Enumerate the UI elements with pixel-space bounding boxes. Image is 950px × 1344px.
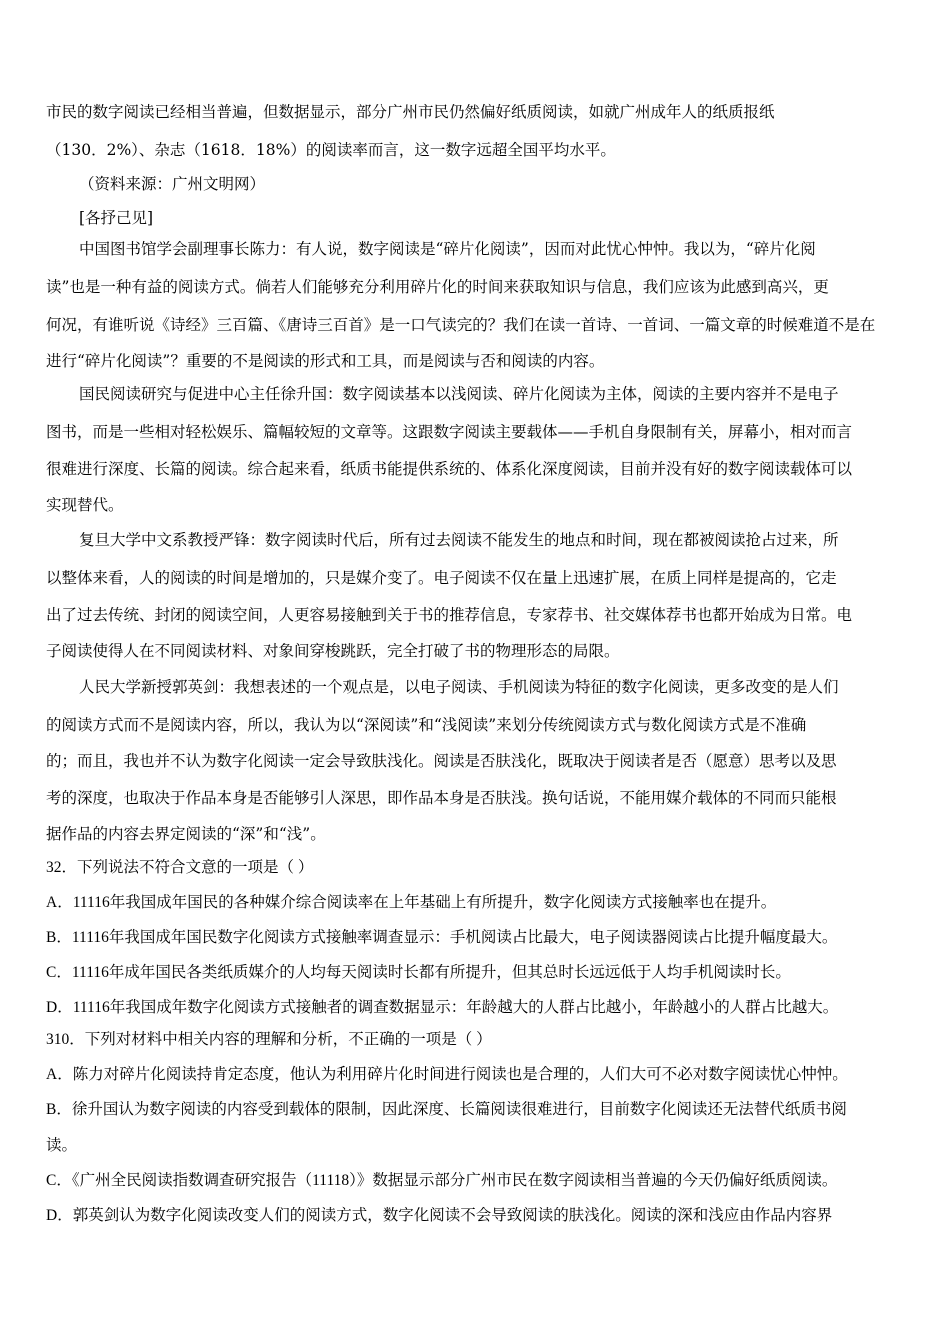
paragraph-line: 人民大学新授郭英剑：我想表述的一个观点是，以电子阅读、手机阅读为特征的数字化阅读，更多改变的是人们 (79, 678, 839, 696)
text-line: （130．2%）、杂志（1618．18%）的阅读率而言，这一数字远超全国平均水平。 (46, 141, 616, 159)
option-d: D．11116年我国成年数字化阅读方式接触者的调查数据显示：年龄越大的人群占比越小，年龄越小的人群占比越大。 (46, 999, 839, 1016)
paragraph-line: 读”也是一种有益的阅读方式。倘若人们能够充分利用碎片化的时间来获取知识与信息，我们应该为此感到高兴，更 (46, 278, 829, 296)
paragraph-line: 出了过去传统、封闭的阅读空间，人更容易接触到关于书的推荐信息，专家荐书、社交媒体荐书也都开始成为日常。电 (46, 606, 853, 624)
paragraph-line: 进行“碎片化阅读”？重要的不是阅读的形式和工具，而是阅读与否和阅读的内容。 (46, 352, 605, 370)
paragraph-line: 据作品的内容去界定阅读的“深”和“浅”。 (46, 825, 326, 843)
paragraph-line: 国民阅读研究与促进中心主任徐升国：数字阅读基本以浅阅读、碎片化阅读为主体，阅读的主要内容并不是电子 (79, 385, 839, 403)
source-note: （资料来源：广州文明网） (79, 175, 266, 193)
option-a: A．11116年我国成年国民的各种媒介综合阅读率在上年基础上有所提升，数字化阅读方式接触率也在提升。 (46, 894, 777, 911)
option-c: C．《广州全民阅读指数调查研究报告（11118）》数据显示部分广州市民在数字阅读相当普遍的今天仍偏好纸质阅读。 (46, 1172, 838, 1189)
paragraph-line: 的阅读方式而不是阅读内容，所以，我认为以“深阅读”和“浅阅读”来划分传统阅读方式与数化阅读方式是不准确 (46, 716, 807, 734)
option-b: B．11116年我国成年国民数字化阅读方式接触率调查显示：手机阅读占比最大，电子阅读器阅读占比提升幅度最大。 (46, 929, 838, 946)
option-b: B．徐升国认为数字阅读的内容受到载体的限制，因此深度、长篇阅读很难进行，目前数字化阅读还无法替代纸质书阅 (46, 1101, 847, 1118)
paragraph-line: 以整体来看，人的阅读的时间是增加的，只是媒介变了。电子阅读不仅在量上迅速扩展，在质上同样是提高的，它走 (46, 569, 837, 587)
text-line: 市民的数字阅读已经相当普遍，但数据显示，部分广州市民仍然偏好纸质阅读，如就广州成年人的纸质报纸 (46, 103, 775, 121)
paragraph-line: 很难进行深度、长篇的阅读。综合起来看，纸质书能提供系统的、体系化深度阅读，目前并没有好的数字阅读载体可以 (46, 460, 853, 478)
paragraph-line: 复旦大学中文系教授严锋：数字阅读时代后，所有过去阅读不能发生的地点和时间，现在都被阅读抢占过来，所 (79, 531, 839, 549)
question-310: 310．下列对材料中相关内容的理解和分析，不正确的一项是（ ） (46, 1031, 492, 1048)
paragraph-line: 考的深度，也取决于作品本身是否能够引人深思，即作品本身是否肤浅。换句话说，不能用媒介载体的不同而只能根 (46, 789, 837, 807)
option-c: C．11116年成年国民各类纸质媒介的人均每天阅读时长都有所提升，但其总时长远远低于人均手机阅读时长。 (46, 964, 791, 981)
question-32: 32．下列说法不符合文意的一项是（ ） (46, 859, 314, 876)
option-a: A．陈力对碎片化阅读持肯定态度，他认为利用碎片化时间进行阅读也是合理的，人们大可不必对数字阅读忧心忡忡。 (46, 1066, 848, 1083)
paragraph-line: 实现替代。 (46, 496, 124, 514)
paragraph-line: 何况，有谁听说《诗经》三百篇、《唐诗三百首》是一口气读完的？我们在读一首诗、一首词、一篇文章的时候难道不是在 (46, 316, 876, 334)
paragraph-line: 子阅读使得人在不同阅读材料、对象间穿梭跳跃，完全打破了书的物理形态的局限。 (46, 642, 620, 660)
paragraph-line: 中国图书馆学会副理事长陈力：有人说，数字阅读是“碎片化阅读”，因而对此忧心忡忡。我以为，“碎片化阅 (79, 240, 816, 258)
section-heading: [各抒己见] (79, 209, 154, 227)
option-d: D．郭英剑认为数字化阅读改变人们的阅读方式，数字化阅读不会导致阅读的肤浅化。阅读的深和浅应由作品内容界 (46, 1207, 833, 1224)
option-b-continued: 读。 (46, 1137, 78, 1154)
paragraph-line: 的；而且，我也并不认为数字化阅读一定会导致肤浅化。阅读是否肤浅化，既取决于阅读者是否（愿意）思考以及思 (46, 752, 837, 770)
paragraph-line: 图书，而是一些相对轻松娱乐、篇幅较短的文章等。这跟数字阅读主要载体——手机自身限制有关，屏幕小，相对而言 (46, 423, 853, 441)
